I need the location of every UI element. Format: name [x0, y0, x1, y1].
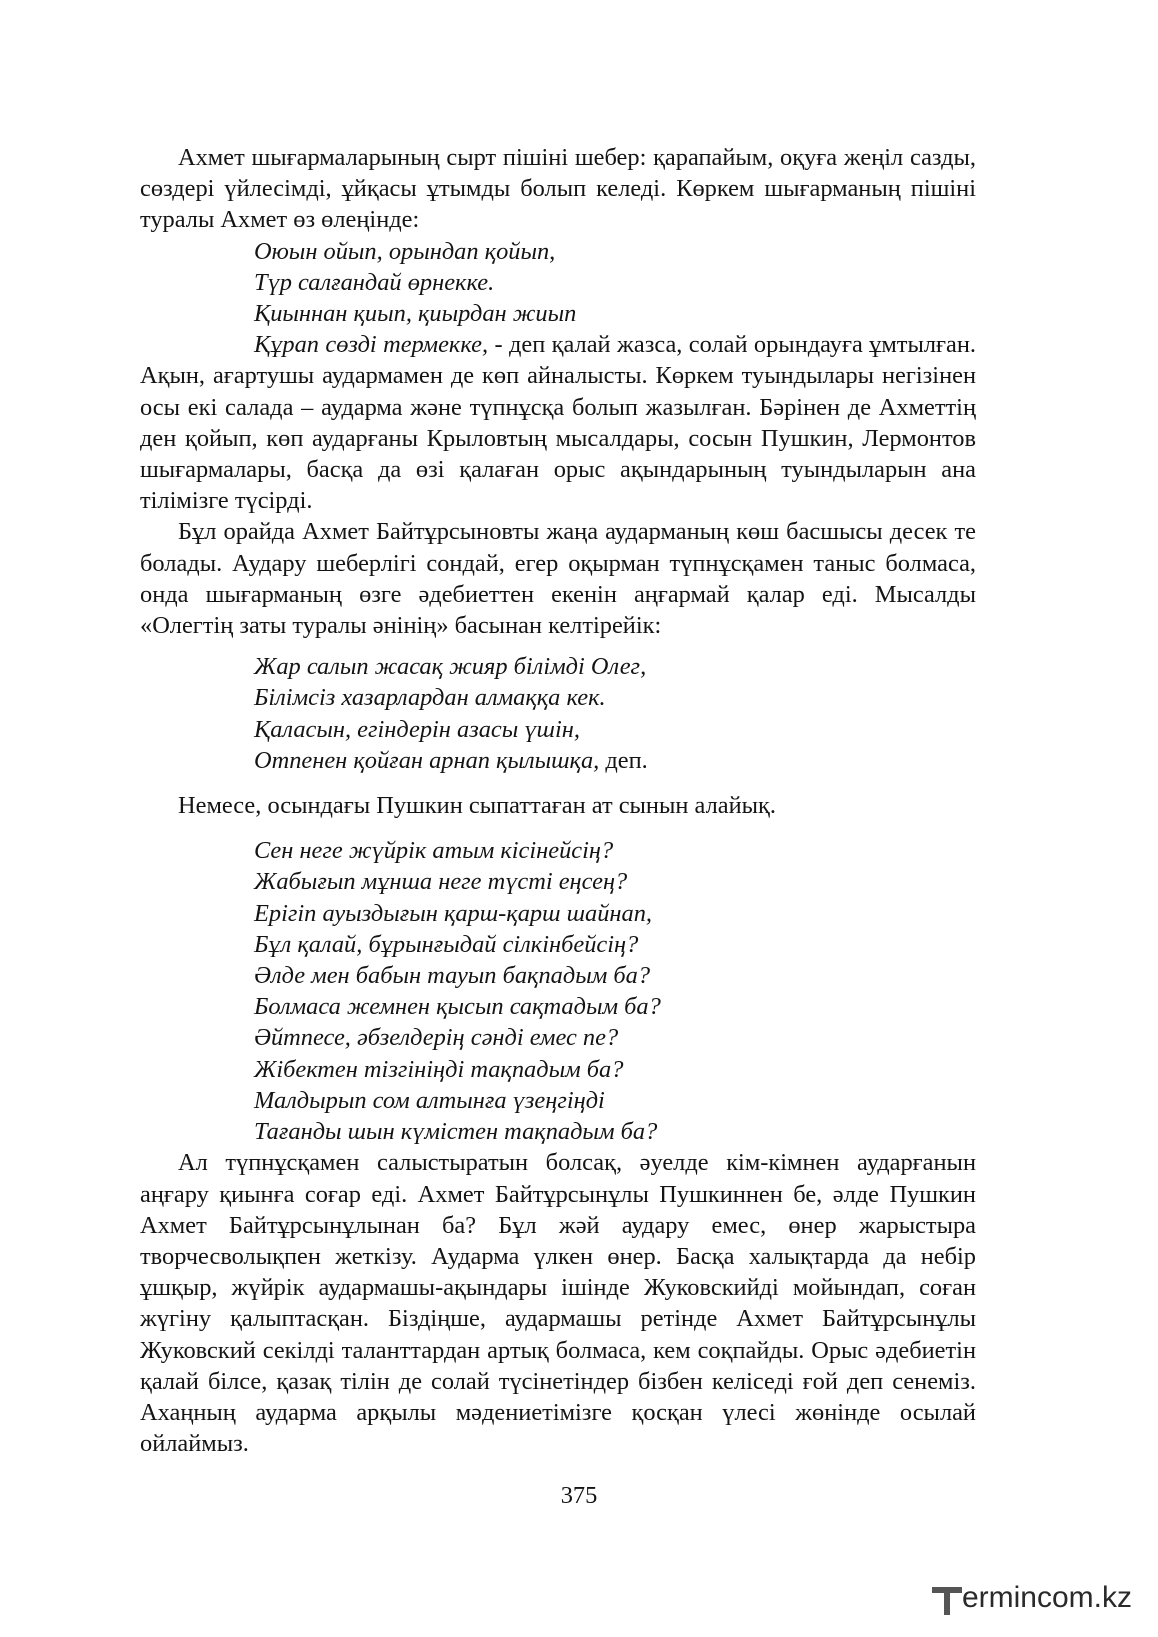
verse-line: Ерігіп ауыздығын қарш-қарш шайнап,	[254, 899, 652, 927]
verse-line-inline: Құрап сөзді термекке,	[254, 331, 489, 359]
verse-line: Оюын ойып, орындап қойып,	[254, 237, 556, 265]
verse-line: Жар салып жасақ жияр білімді Олег,	[254, 653, 647, 681]
verse-line: Түр салғандай өрнекке.	[254, 268, 495, 296]
verse-line	[254, 745, 976, 776]
page-number: 375	[560, 1482, 598, 1509]
paragraph-5: Ал түпнұсқамен салыстыратын болсақ, әуелде кім-кімнен аударғанын аңғару қиынға соғар еді. Ахмет Байтұрсынұлы Пушкиннен бе, әлде Пушкин Ахмет Байтұрсынұлынан ба? Бұл жәй аудару емес, өнер жарыстыра творчесволықпен жеткізу. Аударма үлкен өнер. Басқа халықтарда да небір ұшқыр, жүйрік аудармашы-ақындары ішінде Жуковскийді мойындап, соған жүгіну қалыптасқан. Біздіңше, аудармашы ретінде Ахмет Байтұрсынұлы Жуковский секілді таланттардан артық болмаса, кем соқпайды. Орыс әдебиетін қалай білсе, қазақ тілін де солай түсінетіндер бізбен келіседі ғой деп сенеміз. Ахаңның аударма арқылы мәдениетімізге қосқан үлесі жөнінде осылай ойлаймыз.	[140, 1149, 976, 1458]
paragraph-2-text: - деп қалай жазса, солай орындауға ұмтылған. Ақын, ағартушы аудармамен де көп айналысты. Көркем туындылары негізінен осы екі салада – аударма және түпнұсқа болып жазылған. Бәрінен де Ахметтің ден қойып, көп аударғаны Крыловтың мысалдары, сосын Пушкин, Лермонтов шығармалары, басқа да өзі қалаған орыс ақындарының туындыларын ана тілімізге түсірді.	[140, 331, 977, 515]
verse-line: Бұл қалай, бұрынғыдай сілкінбейсің?	[254, 930, 639, 958]
verse-block-3	[140, 835, 976, 1147]
verse-line-text: Отпенен қойған арнап қылышқа,	[254, 746, 600, 774]
paragraph-4: Немесе, осындағы Пушкин сыпаттаған ат сынын алайық.	[178, 792, 776, 820]
site-watermark	[932, 1581, 1132, 1615]
paragraph-1: Ахмет шығармаларының сырт пішіні шебер: қарапайым, оқуға жеңіл сазды, сөздері үйлесімді, ұйқасы ұтымды болып келеді. Көркем шығарманың пішіні туралы Ахмет өз өлеңінде:	[140, 144, 976, 234]
verse-line: Жабығып мұнша неге түсті еңсең?	[254, 868, 628, 896]
page-body	[140, 142, 976, 1459]
verse-line: Қиыннан қиып, қиырдан жиып	[254, 300, 577, 328]
verse-block-1	[140, 236, 976, 330]
verse-block-2	[140, 651, 976, 776]
t-logo-icon	[932, 1585, 962, 1615]
paragraph-2	[140, 329, 976, 516]
verse-line: Әйтпесе, әбзелдерің сәнді емес пе?	[254, 1024, 619, 1052]
verse-line: Жібектен тізгініңді тақпадым ба?	[254, 1055, 624, 1083]
verse-tail: деп.	[599, 746, 648, 774]
watermark-text: ermincom.kz	[961, 1581, 1132, 1614]
verse-line: Сен неге жүйрік атым кісінейсің?	[254, 837, 614, 865]
paragraph-3: Бұл орайда Ахмет Байтұрсыновты жаңа аударманың көш басшысы десек те болады. Аудару шеберлігі сондай, егер оқырман түпнұсқамен таныс болмаса, онда шығарманың өзге әдебиеттен екенін аңғармай қалар еді. Мысалды «Олегтің заты туралы әнінің» басынан келтірейік:	[140, 518, 976, 640]
verse-line: Болмаса жемнен қысып сақтадым ба?	[254, 993, 661, 1021]
verse-line: Қаласын, егіндерін азасы үшін,	[254, 715, 580, 743]
verse-line: Малдырып сом алтынға үзеңгіңді	[254, 1086, 605, 1114]
verse-line: Әлде мен бабын тауып бақпадым ба?	[254, 962, 651, 990]
verse-line: Білімсіз хазарлардан алмаққа кек.	[254, 684, 606, 712]
verse-line: Тағанды шын күмістен тақпадым ба?	[254, 1118, 658, 1146]
